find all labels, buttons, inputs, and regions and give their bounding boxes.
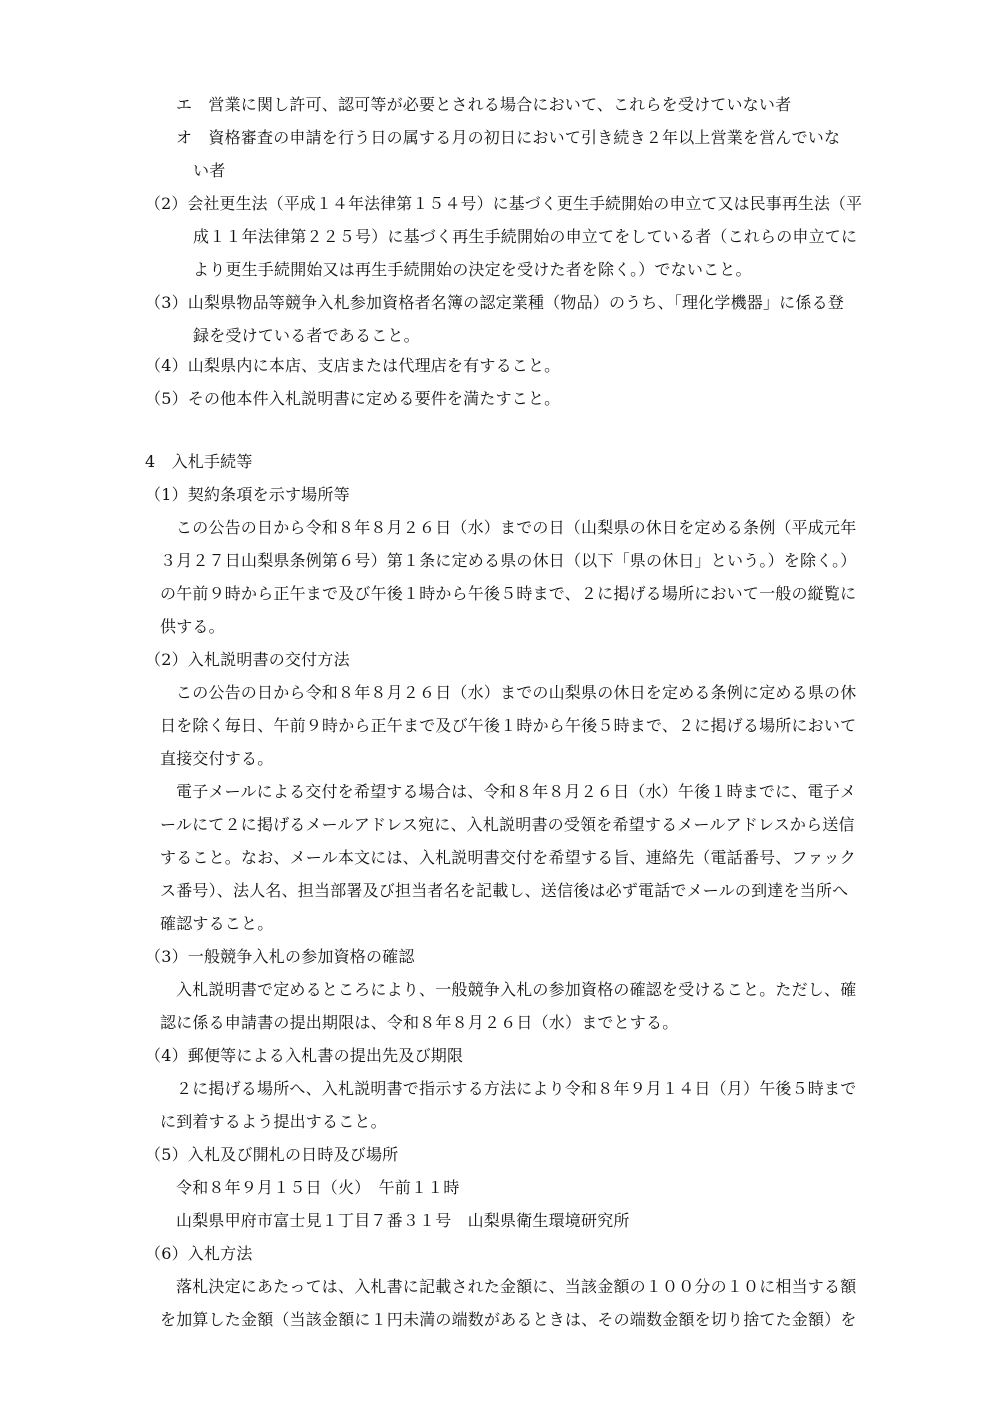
sub-1-line-3: の午前９時から正午まで及び午後１時から午後５時まで、２に掲げる場所において一般の縦覧に	[160, 584, 857, 603]
clause-2-line-1: （2）会社更生法（平成１４年法律第１５４号）に基づく更生手続開始の申立て又は民事再生法（平	[145, 194, 863, 213]
sub-3-line-2: 認に係る申請書の提出期限は、令和８年８月２６日（水）までとする。	[160, 1013, 679, 1032]
clause-2-line-2: 成１１年法律第２２５号）に基づく再生手続開始の申立てをしている者（これらの申立てに	[193, 227, 858, 246]
sub-2-line-8: 確認すること。	[160, 914, 274, 933]
item-o-line-2: い者	[193, 161, 226, 180]
sub-1-line-1: この公告の日から令和８年８月２６日（水）までの日（山梨県の休日を定める条例（平成元年	[176, 518, 857, 537]
clause-3-line-2: 録を受けている者であること。	[193, 326, 420, 345]
sub-4-line-2: に到着するよう提出すること。	[160, 1112, 387, 1131]
sub-4-heading: （4）郵便等による入札書の提出先及び期限	[145, 1046, 464, 1065]
clause-2-line-3: より更生手続開始又は再生手続開始の決定を受けた者を除く。）でないこと。	[193, 260, 752, 279]
sub-2-line-6: すること。なお、メール本文には、入札説明書交付を希望する旨、連絡先（電話番号、ファック	[160, 848, 856, 867]
sub-6-heading: （6）入札方法	[145, 1244, 253, 1263]
sub-4-line-1: ２に掲げる場所へ、入札説明書で指示する方法により令和８年９月１４日（月）午後５時まで	[176, 1079, 857, 1098]
sub-1-line-2: ３月２７日山梨県条例第６号）第１条に定める県の休日（以下「県の休日」という。）を除く。）	[160, 551, 857, 570]
sub-2-line-4: 電子メールによる交付を希望する場合は、令和８年８月２６日（水）午後１時までに、電子メ	[176, 782, 857, 801]
item-e-line: エ 営業に関し許可、認可等が必要とされる場合において、これらを受けていない者	[176, 95, 792, 114]
sub-5-place: 山梨県甲府市富士見１丁目７番３１号 山梨県衛生環境研究所	[176, 1211, 630, 1230]
section-4-heading: 4 入札手続等	[145, 452, 253, 471]
sub-5-heading: （5）入札及び開札の日時及び場所	[145, 1145, 399, 1164]
sub-2-line-2: 日を除く毎日、午前９時から正午まで及び午後１時から午後５時まで、２に掲げる場所において	[160, 716, 857, 735]
sub-1-heading: （1）契約条項を示す場所等	[145, 485, 350, 504]
sub-3-heading: （3）一般競争入札の参加資格の確認	[145, 947, 415, 966]
sub-6-line-2: を加算した金額（当該金額に１円未満の端数があるときは、その端数金額を切り捨てた金額）を	[160, 1310, 857, 1329]
sub-2-line-3: 直接交付する。	[160, 749, 274, 768]
clause-5-line: （5）その他本件入札説明書に定める要件を満たすこと。	[145, 389, 561, 408]
sub-2-line-5: ールにて２に掲げるメールアドレス宛に、入札説明書の受領を希望するメールアドレスから送信	[160, 815, 855, 834]
item-o-line-1: オ 資格審査の申請を行う日の属する月の初日において引き続き２年以上営業を営んでいな	[176, 128, 841, 147]
clause-3-line-1: （3）山梨県物品等競争入札参加資格者名簿の認定業種（物品）のうち、「理化学機器」に係る登	[145, 293, 844, 312]
sub-2-line-7: ス番号）、法人名、担当部署及び担当者名を記載し、送信後は必ず電話でメールの到達を当所へ	[160, 881, 849, 900]
sub-6-line-1: 落札決定にあたっては、入札書に記載された金額に、当該金額の１００分の１０に相当する額	[176, 1277, 857, 1296]
clause-4-line: （4）山梨県内に本店、支店または代理店を有すること。	[145, 356, 561, 375]
sub-2-heading: （2）入札説明書の交付方法	[145, 650, 350, 669]
sub-3-line-1: 入札説明書で定めるところにより、一般競争入札の参加資格の確認を受けること。ただし、確	[176, 980, 857, 999]
sub-2-line-1: この公告の日から令和８年８月２６日（水）までの山梨県の休日を定める条例に定める県の休	[176, 683, 857, 702]
sub-5-datetime: 令和８年９月１５日（火） 午前１１時	[176, 1178, 460, 1197]
sub-1-line-4: 供する。	[160, 617, 225, 636]
